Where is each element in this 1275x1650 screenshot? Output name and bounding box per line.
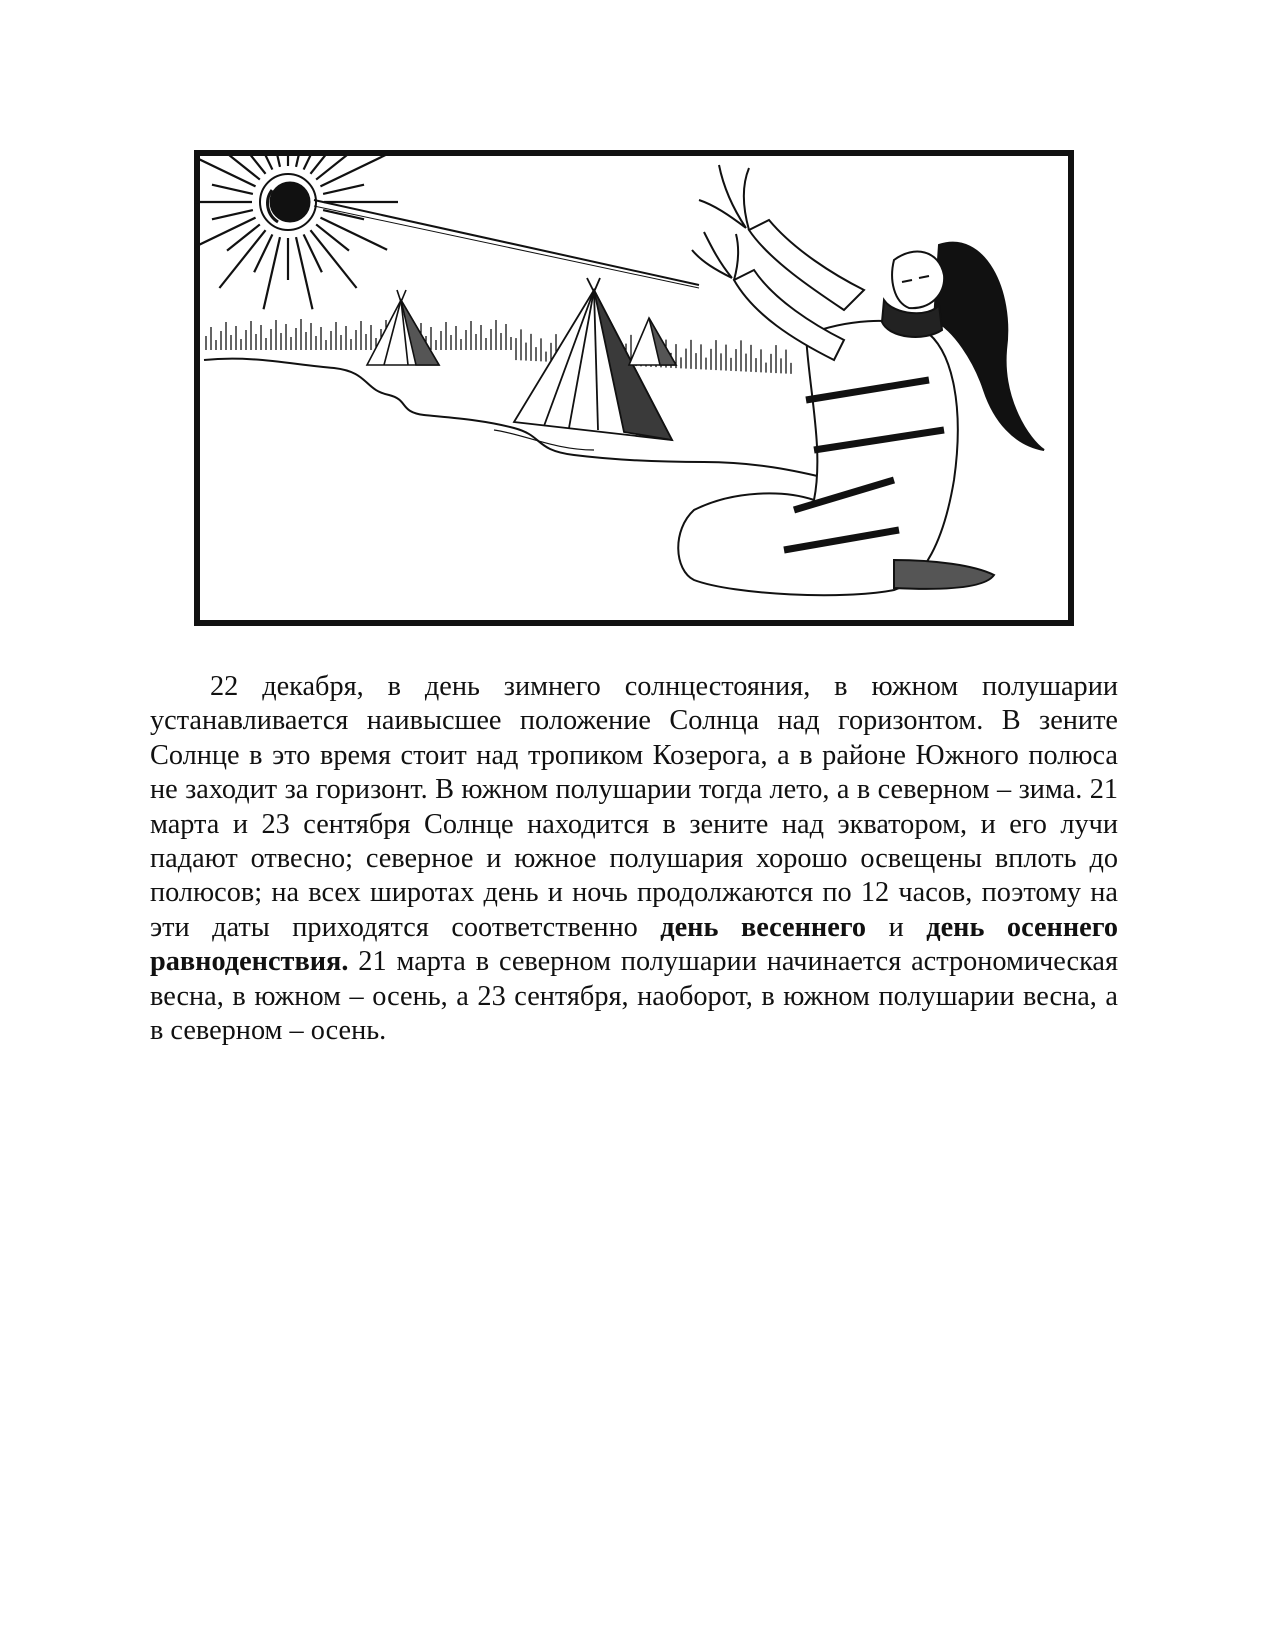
paragraph-text-part2: 21 марта в северном полушарии начинается астрономическая весна, в южном – осень, а 23 сентября, наоборот, в южном полушарии весна, а в северном – осень.: [150, 946, 1118, 1047]
bold-term-spring-equinox: день весеннего: [660, 911, 867, 943]
illustration-image: [194, 150, 1074, 626]
paragraph-joiner: и: [866, 911, 927, 943]
body-paragraph: [150, 670, 1118, 1048]
paragraph-text-part1: 22 декабря, в день зимнего солнцестояния, в южном полушарии устанавливается наивысшее положение Солнца над горизонтом. В зените Солнце в это время стоит над тропиком Козерога, а в районе Южного полюса не заходит за горизонт. В южном полушарии тогда лето, а в северном – зима. 21 марта и 23 сентября Солнце находится в зените над экватором, и его лучи падают отвесно; северное и южное полушария хорошо освещены вплоть до полюсов; на всех широтах день и ночь продолжаются по 12 часов, поэтому на эти даты приходятся соответственно: [150, 671, 1118, 943]
bold-term-autumn-equinox: день осеннего равноденствия.: [150, 911, 1118, 978]
